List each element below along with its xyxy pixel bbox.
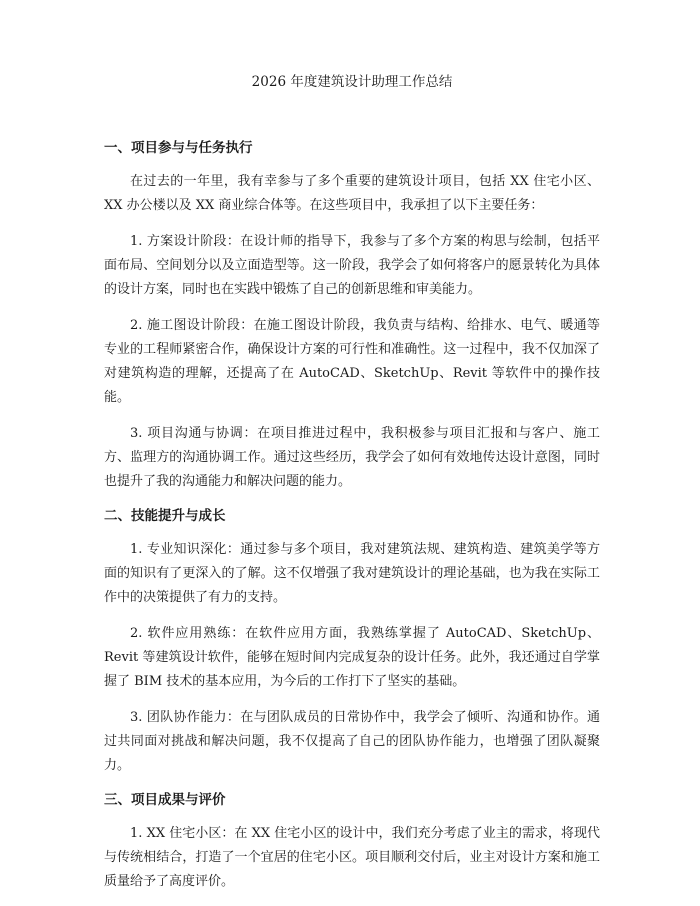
document-page [104,72,600,906]
section-heading: 三、项目成果与评价 [104,792,226,808]
section-project-results [104,790,600,894]
paragraph: 1. 专业知识深化：通过参与多个项目，我对建筑法规、建筑构造、建筑美学等方面的知识有了更深入的了解。这不仅增强了我对建筑设计的理论基础，也为我在实际工作中的决策提供了有力的支持。 [104,542,600,605]
paragraph: 3. 项目沟通与协调：在项目推进过程中，我积极参与项目汇报和与客户、施工方、监理方的沟通协调工作。通过这些经历，我学会了如何有效地传达设计意图，同时也提升了我的沟通能力和解决问题的能力。 [104,426,600,489]
section-skill-growth [104,506,600,778]
paragraph: 2. 施工图设计阶段：在施工图设计阶段，我负责与结构、给排水、电气、暖通等专业的工程师紧密合作，确保设计方案的可行性和准确性。这一过程中，我不仅加深了对建筑构造的理解，还提高了在 AutoCAD、SketchUp、Revit 等软件中的操作技能。 [104,318,600,405]
section-heading: 二、技能提升与成长 [104,508,226,524]
section-project-participation [104,138,600,494]
paragraph: 3. 团队协作能力：在与团队成员的日常协作中，我学会了倾听、沟通和协作。通过共同面对挑战和解决问题，我不仅提高了自己的团队协作能力，也增强了团队凝聚力。 [104,710,600,773]
section-heading: 一、项目参与与任务执行 [104,140,253,156]
paragraph: 1. 方案设计阶段：在设计师的指导下，我参与了多个方案的构思与绘制，包括平面布局、空间划分以及立面造型等。这一阶段，我学会了如何将客户的愿景转化为具体的设计方案，同时也在实践中锻炼了自己的创新思维和审美能力。 [104,234,600,297]
paragraph: 在过去的一年里，我有幸参与了多个重要的建筑设计项目，包括 XX 住宅小区、XX 办公楼以及 XX 商业综合体等。在这些项目中，我承担了以下主要任务： [104,174,600,213]
document-title: 2026 年度建筑设计助理工作总结 [251,74,453,90]
paragraph: 1. XX 住宅小区：在 XX 住宅小区的设计中，我们充分考虑了业主的需求，将现代与传统相结合，打造了一个宜居的住宅小区。项目顺利交付后，业主对设计方案和施工质量给予了高度评价。 [104,826,600,889]
paragraph: 2. 软件应用熟练：在软件应用方面，我熟练掌握了 AutoCAD、SketchUp、Revit 等建筑设计软件，能够在短时间内完成复杂的设计任务。此外，我还通过自学掌握了 BIM 技术的基本应用，为今后的工作打下了坚实的基础。 [104,626,600,689]
